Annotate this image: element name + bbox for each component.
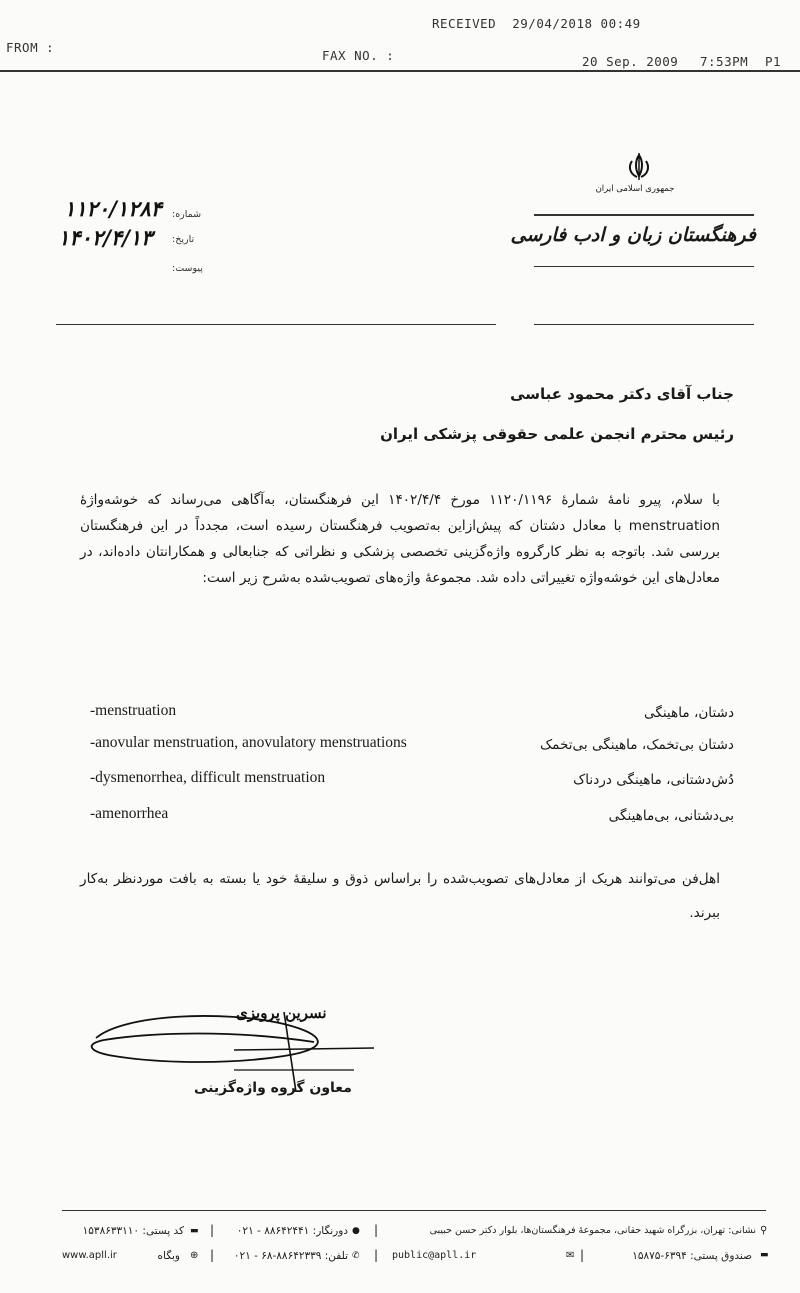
emblem-icon (624, 152, 654, 182)
header-divider-left (56, 324, 496, 325)
attachment-label: پیوست: (172, 263, 203, 274)
fax-date: 20 Sep. 2009 (582, 54, 679, 69)
postal-icon: ▬ (190, 1226, 199, 1236)
term-fa-1: دشتان، ماهینگی (643, 705, 734, 721)
body-paragraph: با سلام، پیرو نامهٔ شمارهٔ ۱۱۲۰/۱۱۹۶ مورخ ۱۴۰۲/۴/۴ این فرهنگستان، به‌آگاهی می‌رساند که خوشه‌واژهٔ menstruation با معادل دشتان که پیش‌ازاین به‌تصویب فرهنگستان رسیده است، مجدداً در این فرهنگستان بررسی شد. باتوجه به نظر کارگروه واژه‌گزینی تخصصی پزشکی و نظراتی که جنابعالی و همکارانتان داده‌اند، در معادل‌های این خوشه‌واژه تغییراتی داده شد. مجموعهٔ واژه‌های تصویب‌شده به‌شرح زیر است: (80, 492, 720, 586)
signature-scribble (84, 1004, 384, 1092)
fax-number-label: FAX NO. : (322, 48, 395, 63)
footer-phone: تلفن: ۸۸۶۴۲۳۳۹-۶۸ - ۰۲۱ (233, 1250, 348, 1262)
term-en-1: -menstruation (90, 702, 177, 719)
fax-header-divider (0, 70, 800, 72)
government-line: جمهوری اسلامی ایران (595, 184, 675, 194)
footer-email: public@apll.ir (392, 1250, 477, 1261)
footer-sep-2: | (210, 1223, 215, 1237)
fax-icon: ● (352, 1226, 360, 1236)
date-label: تاریخ: (172, 234, 195, 245)
number-value: ۱۱۲۰/۱۲۸۴ (64, 196, 162, 221)
po-box-icon: ▬ (760, 1250, 769, 1260)
fax-from-label: FROM : (6, 40, 55, 55)
closing-paragraph: اهل‌فن می‌توانند هریک از معادل‌های تصویب‌شده را براساس ذوق و سلیقهٔ خود یا بسته به بافت موردنظر به‌کار ببرند. (80, 871, 720, 921)
term-en-3: -dysmenorrhea, difficult menstruation (90, 769, 326, 786)
location-icon: ⚲ (760, 1225, 768, 1236)
footer-sep-3: | (580, 1248, 585, 1262)
term-fa-2: دشتان بی‌تخمک، ماهینگی بی‌تخمک (539, 737, 734, 753)
email-icon: ✉ (566, 1250, 575, 1261)
footer-po-box: صندوق پستی: ۶۳۹۴-۱۵۸۷۵ (632, 1250, 752, 1262)
web-icon: ⊕ (190, 1250, 199, 1261)
term-fa-4: بی‌دشتانی، بی‌ماهینگی (608, 808, 734, 824)
term-en-4: -amenorrhea (90, 805, 169, 822)
phone-icon: ✆ (352, 1251, 360, 1261)
academy-name: فرهنگستان زبان و ادب فارسی (510, 224, 756, 246)
signatory-name: نسرین پرویزی (236, 1004, 327, 1022)
term-en-2: -anovular menstruation, anovulatory menstruations (90, 734, 407, 751)
footer-sep-5: | (210, 1248, 215, 1262)
term-fa-3: دُش‌دشتانی، ماهینگی دردناک (573, 772, 734, 788)
fax-received-stamp: RECEIVED 29/04/2018 00:49 (432, 16, 641, 31)
footer-fax: دورنگار: ۸۸۶۴۲۴۴۱ - ۰۲۱ (236, 1225, 348, 1237)
recipient-line-2: رئیس محترم انجمن علمی حقوقی پزشکی ایران (380, 425, 734, 443)
date-value: ۱۴۰۲/۴/۱۳ (58, 225, 153, 250)
recipient-line-1: جناب آقای دکتر محمود عباسی (510, 385, 734, 403)
letterhead-top-rule (534, 214, 754, 216)
footer-sep-4: | (374, 1248, 379, 1262)
fax-time: 7:53PM (700, 54, 749, 69)
footer-website-label: وبگاه (157, 1250, 180, 1262)
signatory-title: معاون گروه واژه‌گزینی (194, 1080, 352, 1096)
fax-page: P1 (765, 54, 782, 69)
footer-rule (62, 1210, 766, 1211)
footer-postal-code: کد پستی: ۱۵۳۸۶۳۳۱۱۰ (82, 1225, 184, 1237)
footer-website: www.apll.ir (62, 1250, 117, 1261)
footer-sep-1: | (374, 1223, 379, 1237)
letterhead-bottom-rule (534, 266, 754, 267)
footer-address: نشانی: تهران، بزرگراه شهید حقانی، مجموعهٔ فرهنگستان‌ها، بلوار دکتر حسن حبیبی (429, 1225, 756, 1236)
header-divider-right (534, 324, 754, 325)
number-label: شماره: (172, 209, 202, 220)
